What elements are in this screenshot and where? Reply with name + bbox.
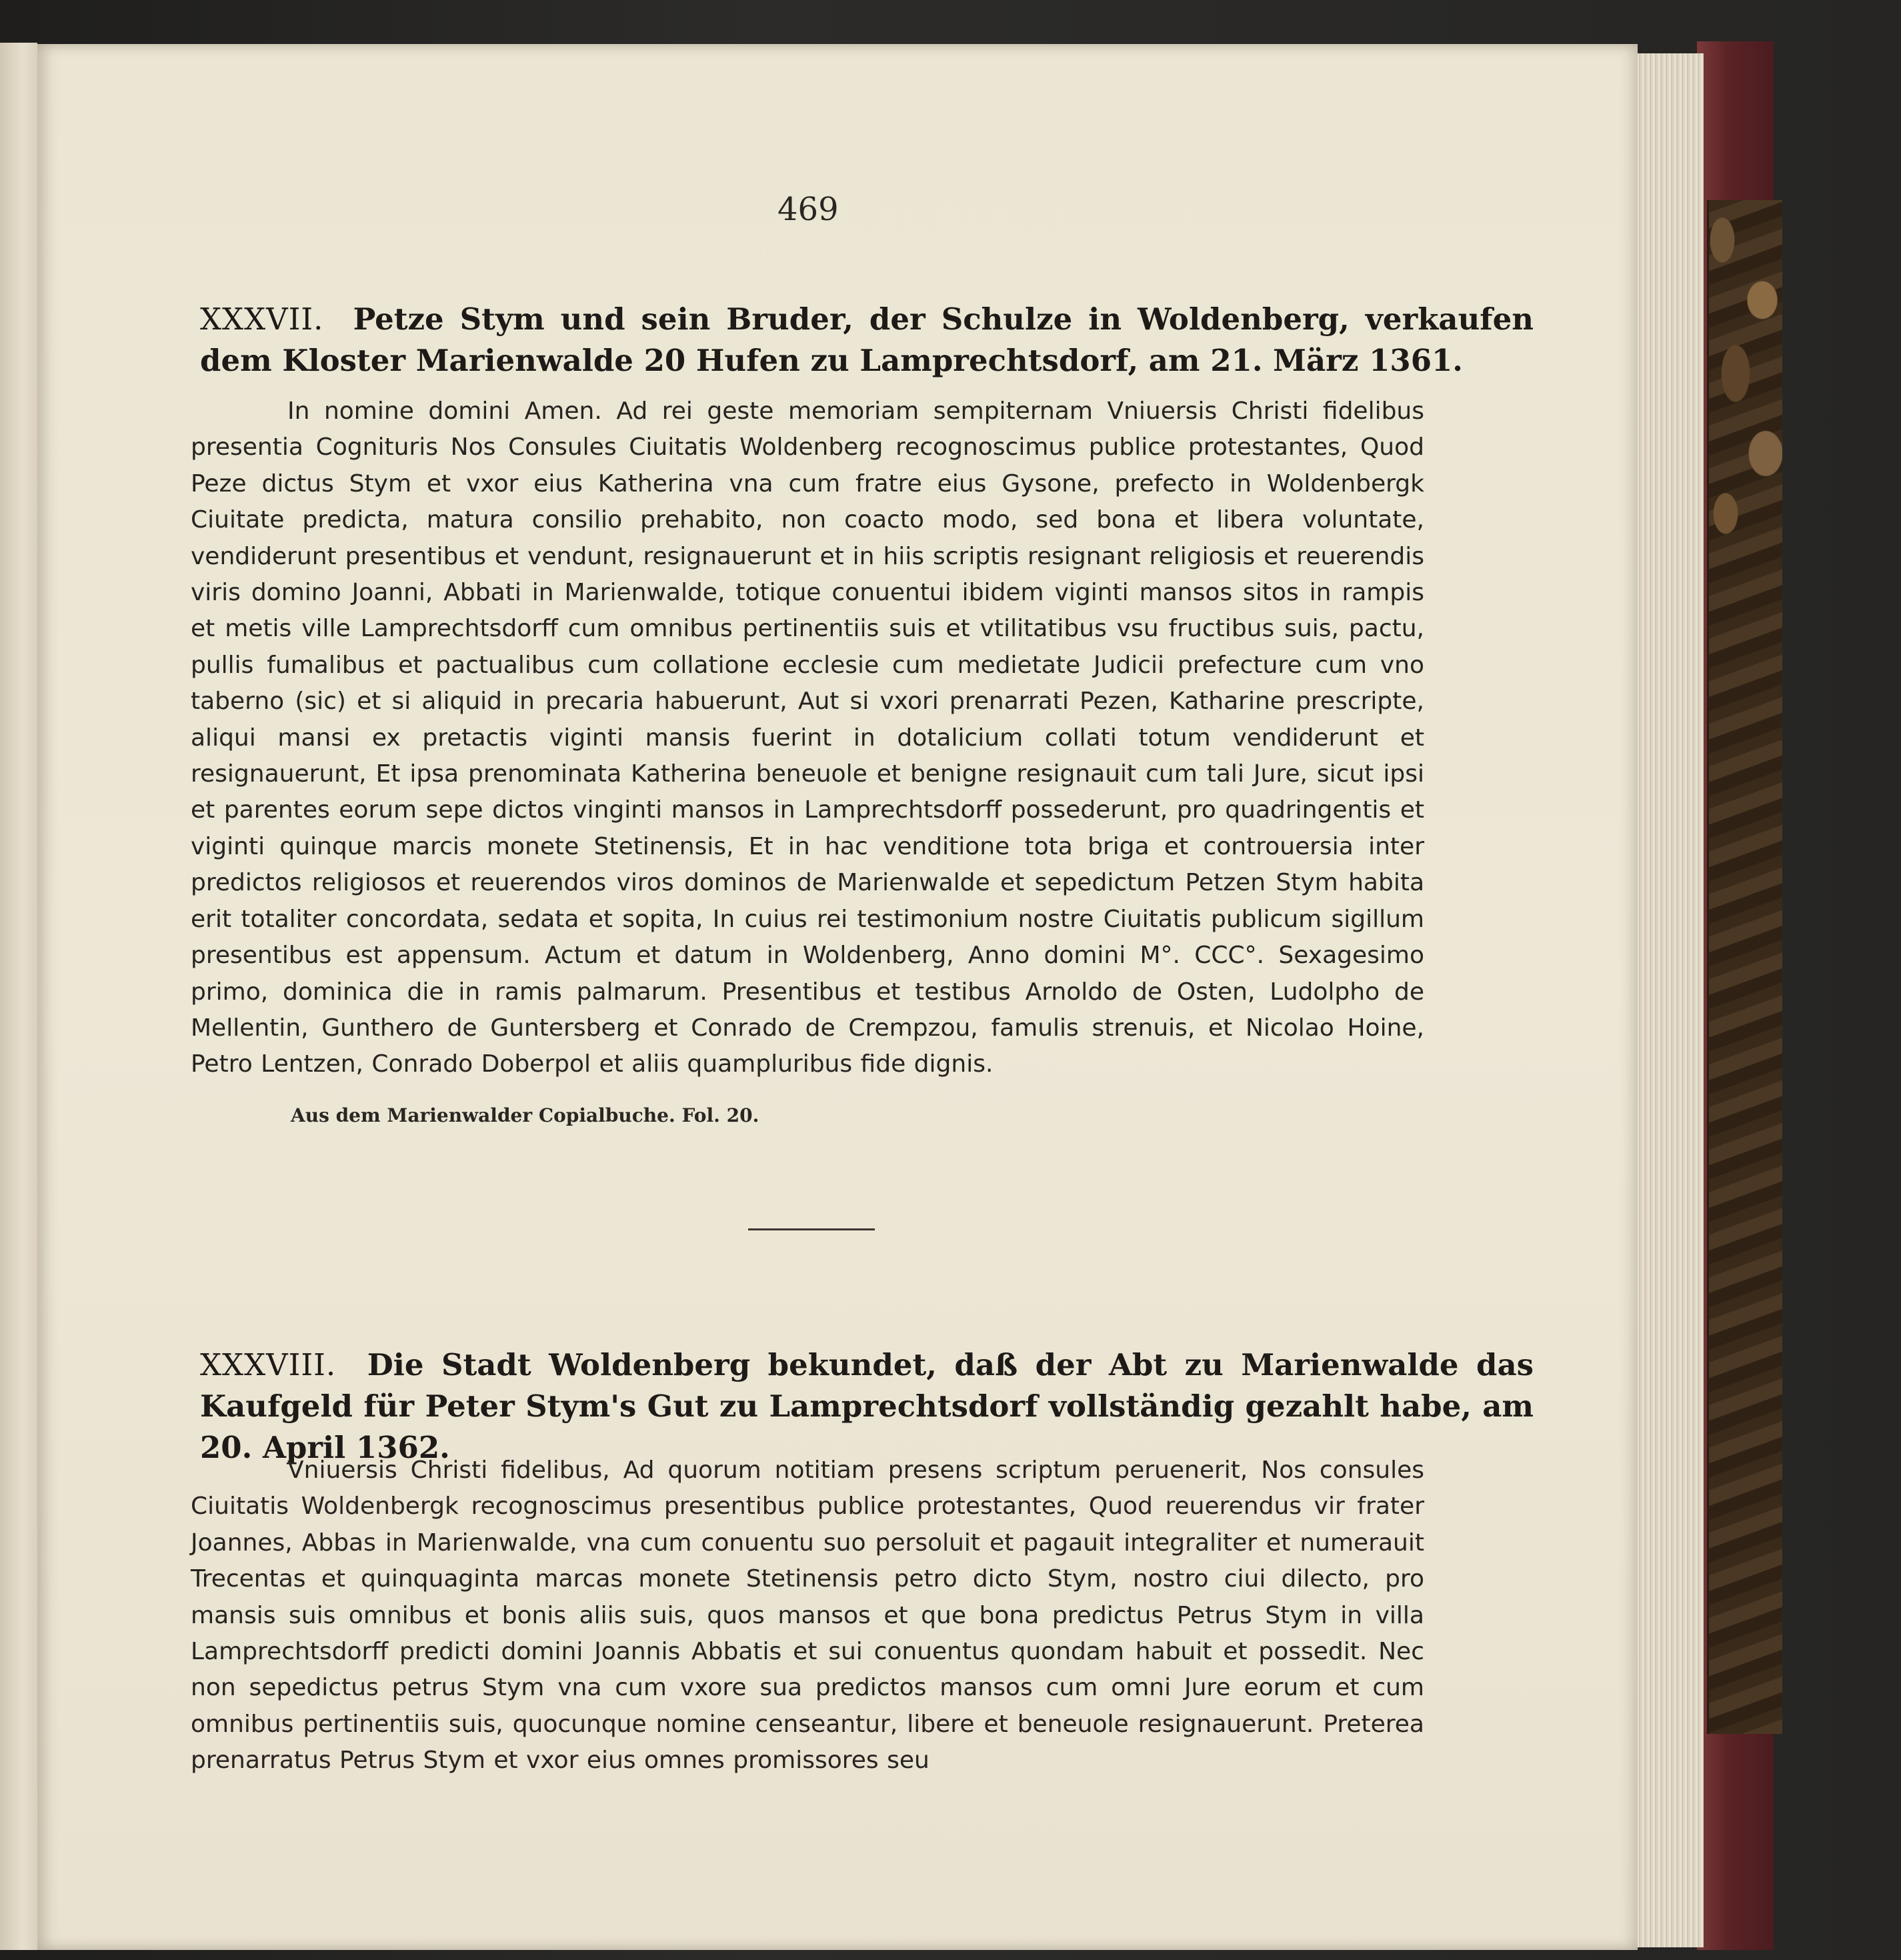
document-37-body [191, 393, 1424, 1083]
document-37-heading [200, 299, 1534, 381]
marbled-cover [1707, 200, 1782, 1734]
document-38-heading [200, 1344, 1534, 1468]
book-page [37, 44, 1638, 1950]
page-edges [1637, 53, 1704, 1947]
document-38-body [191, 1452, 1424, 1779]
section-divider [748, 1228, 875, 1230]
document-38-title: Die Stadt Woldenberg bekundet, daß der Abt zu Marienwalde das Kaufgeld für Peter Stym's Gut zu Lamprechtsdorf vollständig gezahlt habe, am 20. April 1362. [200, 1347, 1534, 1465]
document-37-number: XXXVII. [200, 301, 324, 337]
document-37-title: Petze Stym und sein Bruder, der Schulze in Woldenberg, verkaufen dem Kloster Marienwalde 20 Hufen zu Lamprechtsdorf, am 21. März 1361. [200, 301, 1534, 378]
document-38-number: XXXVIII. [200, 1347, 337, 1382]
facing-page-edge [0, 43, 37, 1950]
page-number: 469 [777, 191, 839, 228]
document-38-text: Vniuersis Christi fidelibus, Ad quorum notitiam presens scriptum peruenerit, Nos consules Ciuitatis Woldenbergk recognoscimus presentibus publice protestantes, Quod reuerendus vir frater Joannes, Abbas in Marienwalde, vna cum conuentu suo persoluit et pagauit integraliter et numerauit Trecentas et quinquaginta marcas monete Stetinensis petro dicto Stym, nostro ciui dilecto, pro mansis suis omnibus et bonis aliis suis, quos mansos et que bona predictus Petrus Stym in villa Lamprechtsdorff predicti domini Joannis Abbatis et sui conuentus quondam habuit et possedit. Nec non sepedictus petrus Stym vna cum vxore sua predictos mansos cum omni Jure eorum et cum omnibus pertinentiis suis, quocunque nomine censeantur, libere et beneuole resignauerunt. Preterea prenarratus Petrus Stym et vxor eius omnes promissores seu [191, 1456, 1424, 1775]
document-37-text: In nomine domini Amen. Ad rei geste memoriam sempiternam Vniuersis Christi fidelibus presentia Cognituris Nos Consules Ciuitatis Woldenberg recognoscimus publice protestantes, Quod Peze dictus Stym et vxor eius Katherina vna cum fratre eius Gysone, prefecto in Woldenbergk Ciuitate predicta, matura consilio prehabito, non coacto modo, sed bona et libera voluntate, vendiderunt presentibus et vendunt, resignauerunt et in hiis scriptis resignant religiosis et reuerendis viris domino Joanni, Abbati in Marienwalde, totique conuentui ibidem viginti mansos sitos in rampis et metis ville Lamprechtsdorff cum omnibus pertinentiis suis et vtilitatibus vsu fructibus suis, pactu, pullis fumalibus et pactualibus cum collatione ecclesie cum medietate Judicii prefecture cum vno taberno (sic) et si aliquid in precaria habuerunt, Aut si vxori prenarrati Pezen, Katharine prescripte, aliqui mansi ex pretactis viginti mansis fuerint in dotalicium collati totum vendiderunt et resignauerunt, Et ipsa prenominata Katherina beneuole et benigne resignauit cum tali Jure, sicut ipsi et parentes eorum sepe dictos vinginti mansos in Lamprechtsdorff possederunt, pro quadringentis et viginti quinque marcis monete Stetinensis, Et in hac venditione tota briga et controuersia inter predictos religiosos et reuerendos viros dominos de Marienwalde et sepedictum Petzen Stym habita erit totaliter concordata, sedata et sopita, In cuius rei testimonium nostre Ciuitatis publicum sigillum presentibus est appensum. Actum et datum in Woldenberg, Anno domini M°. CCC°. Sexagesimo primo, dominica die in ramis palmarum. Presentibus et testibus Arnoldo de Osten, Ludolpho de Mellentin, Gunthero de Guntersberg et Conrado de Crempzou, famulis strenuis, et Nicolao Hoine, Petro Lentzen, Conrado Doberpol et aliis quampluribus fide dignis. [191, 397, 1424, 1078]
document-37-source: Aus dem Marienwalder Copialbuche. Fol. 20. [291, 1104, 759, 1126]
